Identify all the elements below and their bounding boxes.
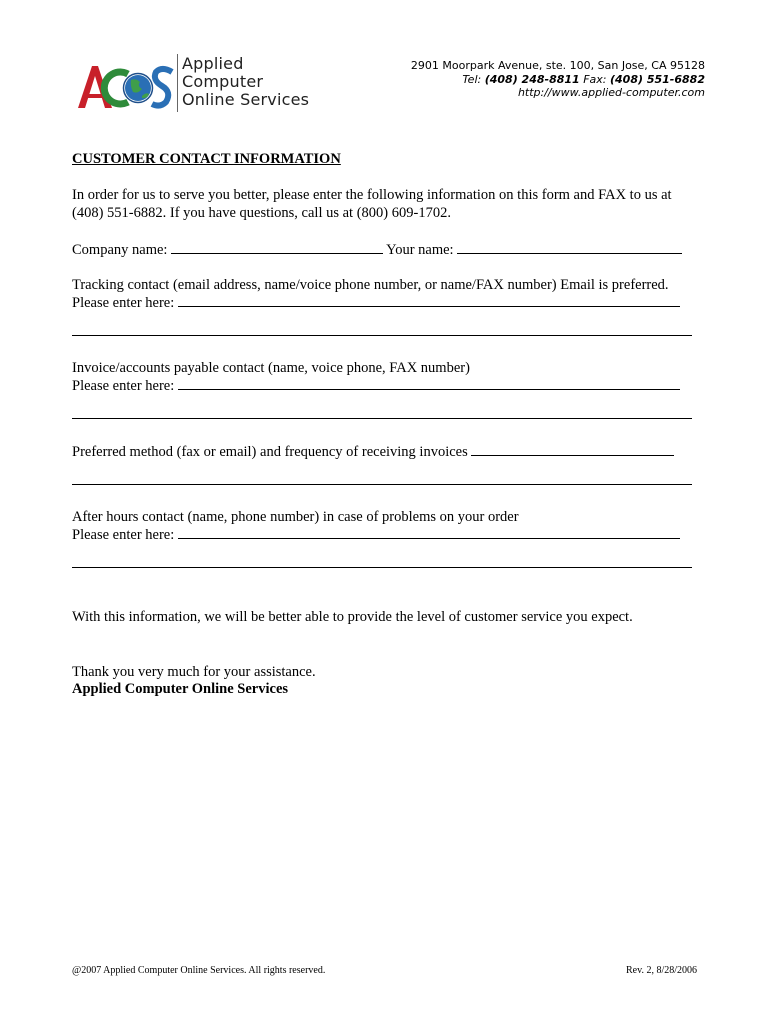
company-name (182, 55, 309, 109)
intro-line-1: In order for us to serve you better, please enter the following information on this form and FAX to us at (72, 187, 672, 203)
footer-copyright: @2007 Applied Computer Online Services. All rights reserved. (72, 965, 326, 976)
preferred-method-label: Preferred method (fax or email) and frequency of receiving invoices (72, 444, 468, 460)
company-your-name-row (72, 240, 682, 259)
please-enter-label: Please enter here: (72, 527, 175, 543)
tracking-contact-field-2[interactable] (72, 335, 692, 336)
invoice-contact-label: Invoice/accounts payable contact (name, voice phone, FAX number) (72, 360, 470, 376)
company-name-field[interactable] (171, 240, 383, 254)
tel-label: Tel: (462, 72, 482, 86)
company-name-line-1: Applied (182, 54, 244, 73)
footer-revision: Rev. 2, 8/28/2006 (625, 965, 697, 976)
fax-number: (408) 551-6882 (610, 72, 705, 86)
website-link[interactable]: http://www.applied-computer.com (517, 86, 705, 99)
acos-logo-mark (76, 58, 176, 114)
invoice-entry-row (72, 376, 680, 395)
please-enter-label: Please enter here: (72, 295, 175, 311)
company-address-block (411, 59, 705, 100)
closing-statement: With this information, we will be better able to provide the level of customer service you expect. (72, 609, 633, 625)
company-name-line-2: Computer (182, 72, 264, 91)
street-address: 2901 Moorpark Avenue, ste. 100, San Jose, CA 95128 (410, 59, 705, 72)
tracking-contact-label: Tracking contact (email address, name/voice phone number, or name/FAX number) Email is preferred. (72, 277, 669, 293)
after-hours-field-2[interactable] (72, 567, 692, 568)
fax-label: Fax: (583, 72, 607, 86)
thank-you-line: Thank you very much for your assistance. (72, 664, 316, 680)
logo-divider (177, 54, 178, 112)
signature-line: Applied Computer Online Services (72, 681, 289, 697)
after-hours-entry-row (72, 525, 680, 544)
after-hours-label: After hours contact (name, phone number) in case of problems on your order (72, 509, 519, 525)
form-title: CUSTOMER CONTACT INFORMATION (72, 151, 341, 167)
preferred-method-field-2[interactable] (72, 484, 692, 485)
tracking-contact-field[interactable] (178, 293, 680, 307)
after-hours-field[interactable] (178, 525, 680, 539)
preferred-method-field[interactable] (471, 442, 674, 456)
company-logo (76, 52, 316, 114)
please-enter-label: Please enter here: (72, 378, 175, 394)
invoice-contact-field-2[interactable] (72, 418, 692, 419)
your-name-field[interactable] (457, 240, 682, 254)
phone-fax-line (411, 73, 705, 87)
tracking-entry-row (72, 293, 680, 312)
company-name-label: Company name: (72, 242, 168, 258)
your-name-label: Your name: (386, 242, 454, 258)
invoice-contact-field[interactable] (178, 376, 680, 390)
preferred-method-row (72, 442, 674, 461)
company-name-line-3: Online Services (182, 90, 310, 109)
intro-line-2: (408) 551-6882. If you have questions, call us at (800) 609-1702. (72, 205, 451, 221)
tel-number: (408) 248-8811 (484, 72, 580, 86)
